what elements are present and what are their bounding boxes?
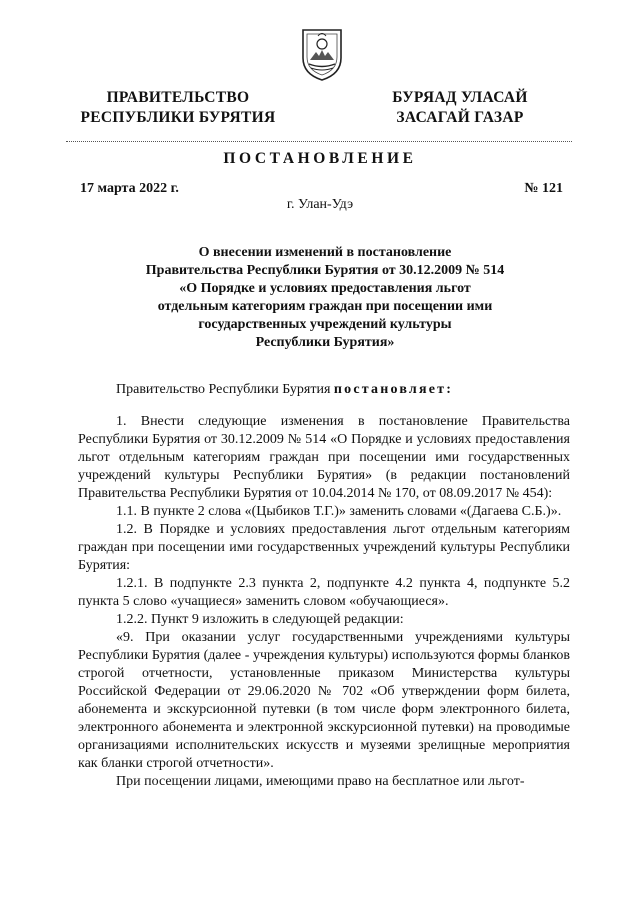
issuer-line: РЕСПУБЛИКИ БУРЯТИЯ	[80, 109, 276, 126]
subject-line: «О Порядке и условиях предоставления льгот	[179, 281, 471, 296]
preamble-text: Правительство Республики Бурятия	[116, 382, 334, 397]
issuer-line: БУРЯАД УЛАСАЙ	[392, 89, 528, 106]
document-date: 17 марта 2022 г.	[80, 181, 179, 196]
preamble-operative-word: постановляет:	[333, 382, 454, 397]
subject-line: Правительства Республики Бурятия от 30.12.2009 № 514	[145, 263, 505, 278]
body-paragraph: 1.2.2. Пункт 9 изложить в следующей редакции:	[116, 612, 404, 627]
document-subject	[80, 244, 570, 352]
document-title: ПОСТАНОВЛЕНИЕ	[223, 150, 417, 167]
body-paragraph: 1.1. В пункте 2 слова «(Цыбиков Т.Г.)» заменить словами «(Дагаева С.Б.)».	[116, 504, 562, 519]
body-paragraph: 1.2. В Порядке и условиях предоставления льгот отдельным категориям граждан при посещении ими государственных учреждений культуры Республики Бурятия:	[78, 522, 570, 573]
preamble	[78, 381, 570, 399]
body-paragraph: 1. Внести следующие изменения в постановление Правительства Республики Бурятия от 30.12.2009 № 514 «О Порядке и условиях предоставления льгот отдельным категориям граждан при посещении ими государственных учреждений культуры Республики Бурятия» (в редакции постановлений Правительства Республики Бурятия от 10.04.2014 № 170, от 08.09.2017 № 454):	[78, 414, 570, 501]
issuer-name-russian	[58, 88, 298, 128]
subject-line: государственных учреждений культуры	[198, 317, 452, 332]
document-body	[78, 381, 570, 791]
header-divider	[66, 141, 572, 142]
subject-line: О внесении изменений в постановление	[198, 245, 452, 260]
issuer-line: ПРАВИТЕЛЬСТВО	[106, 89, 250, 106]
body-paragraph: «9. При оказании услуг государственными учреждениями культуры Республики Бурятия (далее - учреждения культуры) используются формы бланков строгой отчетности, установленные приказом Министерства культуры Российской Федерации от 29.06.2020 № 702 «Об утверждении форм билета, абонемента и экскурсионной путевки (в том числе форм электронного билета, электронного абонемента и электронной экскурсионной путевки) на проводимые организациями исполнительских искусств и музеями зрелищные мероприятия как бланки строгой отчетности».	[78, 630, 570, 771]
subject-line: Республики Бурятия»	[255, 335, 395, 350]
body-paragraph: 1.2.1. В подпункте 2.3 пункта 2, подпункте 4.2 пункта 4, подпункте 5.2 пункта 5 слово «учащиеся» заменить словом «обучающиеся».	[78, 576, 570, 609]
body-paragraph: При посещении лицами, имеющими право на бесплатное или льгот-	[116, 774, 525, 789]
issuer-name-buryat	[340, 88, 580, 128]
subject-line: отдельным категориям граждан при посещении ими	[157, 299, 493, 314]
document-city: г. Улан-Удэ	[286, 197, 354, 212]
issuer-line: ЗАСАГАЙ ГАЗАР	[396, 109, 524, 126]
document-number: № 121	[524, 181, 563, 196]
coat-of-arms-icon	[299, 24, 345, 82]
